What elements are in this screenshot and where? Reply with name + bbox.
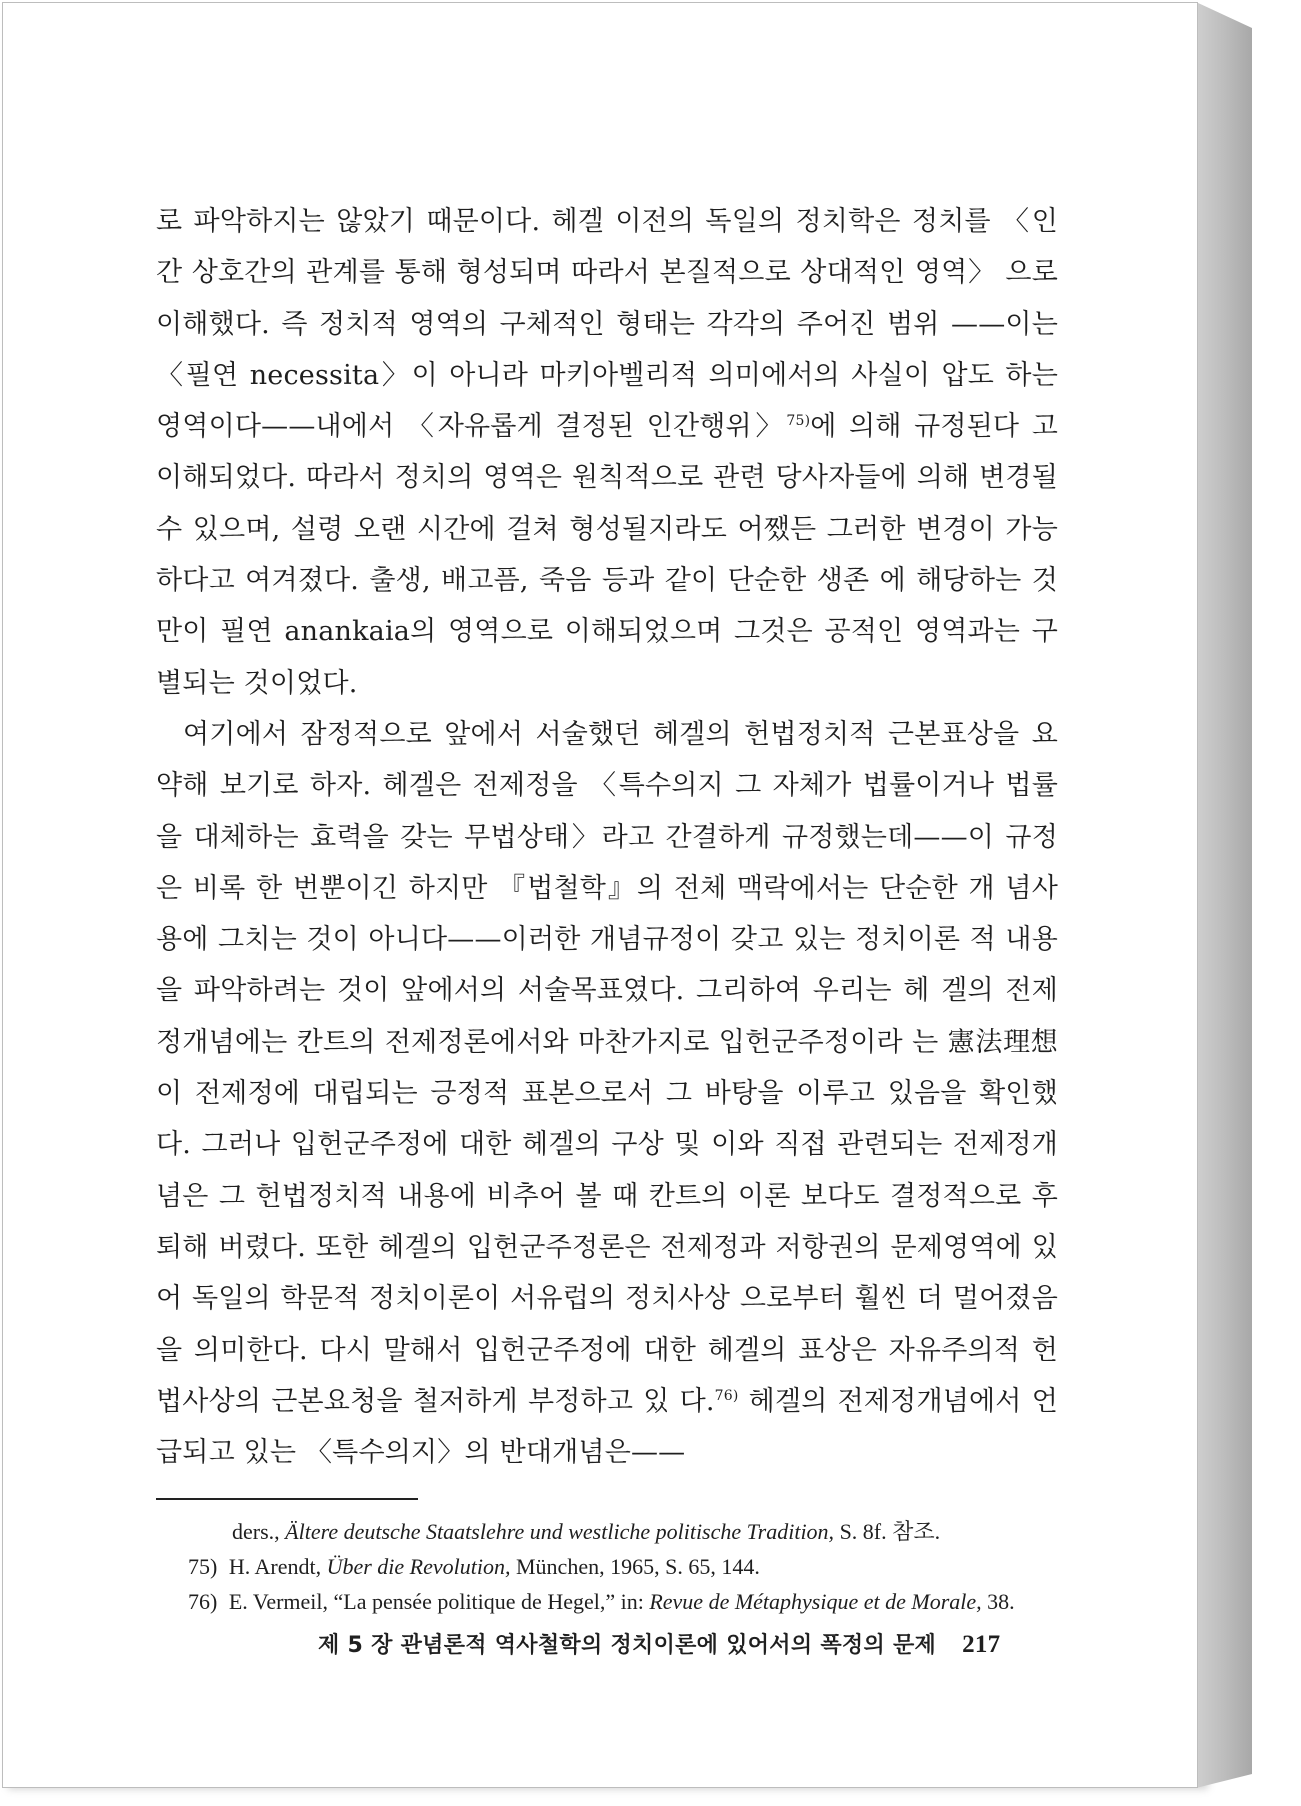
text-line: 저항권의 문제영역에 있어 독일의 학문적 정치이론이 서유럽의 정치사상 xyxy=(156,1231,1058,1315)
text-line: 념사용에 그치는 것이 아니다——이러한 개념규정이 갖고 있는 정치이론 xyxy=(156,872,1058,956)
text-line: 변경될 수 있으며, 설령 오랜 시간에 걸쳐 형성될지라도 어쨌든 그러한 xyxy=(156,462,1058,545)
paragraph xyxy=(156,196,1058,709)
page-content xyxy=(156,196,1058,1619)
text-line: 변경이 가능하다고 여겨졌다. 출생, 배고픔, 죽음 등과 같이 단순한 생존 xyxy=(156,513,1058,597)
text-line: 는 憲法理想이 전제정에 대립되는 긍정적 표본으로서 그 바탕을 이루고 xyxy=(156,1026,1058,1110)
footnote-author: ders., xyxy=(232,1519,280,1545)
text-line: 〈인간 상호간의 관계를 통해 형성되며 따라서 본질적으로 상대적인 영역〉 xyxy=(156,206,1058,289)
text-line: 에 의해 규정된다 xyxy=(810,411,1020,443)
text-line: 다. xyxy=(679,1385,715,1417)
text-line: 헤겔의 전제정개념에서 언급되고 있는 〈특수의지〉의 반대개념은—— xyxy=(156,1385,1058,1469)
footnote-detail: S. 8f. 참조. xyxy=(839,1519,941,1545)
footnote-item xyxy=(156,1584,1058,1619)
text-line: 고 이해되었다. 따라서 정치의 영역은 원칙적으로 관련 당사자들에 의해 xyxy=(156,411,1058,494)
footnote-author: H. Arendt, xyxy=(228,1554,322,1580)
footnote-title: Über die Revolution, xyxy=(326,1554,511,1580)
running-footer xyxy=(318,1628,1040,1659)
text-line: 으로 이해했다. 즉 정치적 영역의 구체적인 형태는 각각의 주어진 범위 xyxy=(156,257,1058,340)
footnote-ref[interactable]: 76) xyxy=(714,1387,739,1404)
footnote-number: 76) xyxy=(188,1589,218,1615)
chapter-title: 제 5 장 관념론적 역사철학의 정치이론에 있어서의 폭정의 문제 xyxy=(318,1633,937,1658)
page-number: 217 xyxy=(962,1631,1001,1658)
text-line: 겔의 전제정개념에는 칸트의 전제정론에서와 마찬가지로 입헌군주정이라 xyxy=(156,975,1058,1058)
footnote-author: E. Vermeil, “La pensée politique de Hegel,” in: xyxy=(228,1589,644,1615)
footnote-item xyxy=(156,1549,1058,1584)
text-line: ——이는 〈필연 necessita〉이 아니라 마키아벨리적 의미에서의 사실이 압도 xyxy=(156,308,1058,391)
text-line: 헤겔의 표상은 자유주의적 헌법사상의 근본요청을 철저하게 부정하고 있 xyxy=(156,1334,1058,1417)
text-line: 있음을 확인했다. 그러나 입헌군주정에 대한 헤겔의 구상 및 이와 직접 xyxy=(156,1078,1058,1161)
footnote-divider xyxy=(156,1498,418,1500)
footnote-title: Ältere deutsche Staatslehre und westliche politische Tradition, xyxy=(285,1519,835,1545)
text-line: 적 내용을 파악하려는 것이 앞에서의 서술목표였다. 그리하여 우리는 헤 xyxy=(156,924,1058,1007)
body-text xyxy=(156,196,1058,1478)
text-line: 하는 영역이다——내에서 〈자유롭게 결정된 인간행위〉 xyxy=(156,359,1058,443)
text-line: 요약해 보기로 하자. 헤겔은 전제정을 〈특수의지 그 자체가 법률이거나 xyxy=(156,718,1058,802)
text-line: 영역과는 구별되는 것이었다. xyxy=(156,616,1058,699)
book-spine xyxy=(1196,2,1252,1788)
text-line: 보다도 결정적으로 후퇴해 버렸다. 또한 헤겔의 입헌군주정론은 전제정과 xyxy=(156,1180,1058,1263)
text-line: 여기에서 잠정적으로 앞에서 서술했던 헤겔의 헌법정치적 근본표상을 xyxy=(183,718,1020,750)
paragraph xyxy=(156,709,1058,1478)
footnote-detail: München, 1965, S. 65, 144. xyxy=(516,1554,760,1580)
text-line: 으로부터 훨씬 더 멀어졌음을 의미한다. 다시 말해서 입헌군주정에 대한 xyxy=(156,1283,1058,1366)
footnote-title: Revue de Métaphysique et de Morale, xyxy=(649,1589,982,1615)
footnote-detail: 38. xyxy=(987,1589,1015,1615)
footnotes xyxy=(156,1514,1058,1619)
text-line: 에 해당하는 것만이 필연 anankaia의 영역으로 이해되었으며 그것은 공적인 xyxy=(156,565,1058,648)
text-line: 규정은 비록 한 번뿐이긴 하지만 『법철학』의 전체 맥락에서는 단순한 개 xyxy=(156,821,1058,904)
text-line: 법률을 대체하는 효력을 갖는 무법상태〉라고 간결하게 규정했는데——이 xyxy=(156,770,1058,853)
text-line: 관련되는 전제정개념은 그 헌법정치적 내용에 비추어 볼 때 칸트의 이론 xyxy=(156,1129,1058,1212)
footnote-number: 75) xyxy=(188,1554,218,1580)
text-line: 로 파악하지는 않았기 때문이다. 헤겔 이전의 독일의 정치학은 정치를 xyxy=(156,206,991,237)
footnote-item xyxy=(156,1514,1058,1549)
footnote-ref[interactable]: 75) xyxy=(786,413,811,430)
